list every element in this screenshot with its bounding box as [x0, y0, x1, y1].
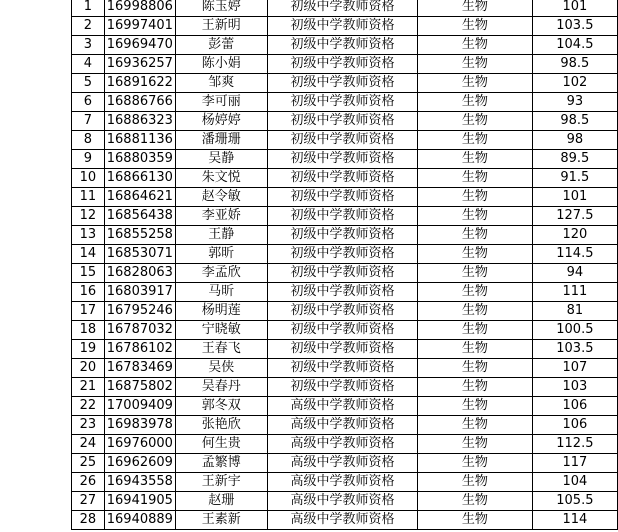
subject-cell[interactable]: 生物	[418, 169, 533, 188]
candidate-id-cell[interactable]: 16940889	[104, 511, 175, 530]
table-row	[72, 340, 618, 359]
qualification-cell[interactable]: 高级中学教师资格	[267, 492, 417, 511]
score-cell[interactable]: 98.5	[532, 55, 617, 74]
subject-cell[interactable]: 生物	[418, 17, 533, 36]
row-number-cell[interactable]: 20	[72, 359, 105, 378]
qualification-cell[interactable]: 初级中学教师资格	[267, 74, 417, 93]
candidate-id-cell[interactable]: 16969470	[104, 36, 175, 55]
score-cell[interactable]: 117	[532, 454, 617, 473]
table-row	[72, 36, 618, 55]
candidate-name-cell[interactable]: 朱文悦	[175, 169, 267, 188]
qualification-cell[interactable]: 高级中学教师资格	[267, 397, 417, 416]
candidate-name-cell[interactable]: 孟繁博	[175, 454, 267, 473]
candidate-name-cell[interactable]: 王新宇	[175, 473, 267, 492]
score-cell[interactable]: 106	[532, 397, 617, 416]
candidate-id-cell[interactable]: 16998806	[104, 0, 175, 17]
candidate-id-cell[interactable]: 16886766	[104, 93, 175, 112]
row-number-cell[interactable]: 25	[72, 454, 105, 473]
score-cell[interactable]: 98	[532, 131, 617, 150]
table-row	[72, 435, 618, 454]
row-number-cell[interactable]: 2	[72, 17, 105, 36]
candidate-name-cell[interactable]: 李孟欣	[175, 264, 267, 283]
row-number-cell[interactable]: 6	[72, 93, 105, 112]
candidate-id-cell[interactable]: 16886323	[104, 112, 175, 131]
row-number-cell[interactable]: 3	[72, 36, 105, 55]
qualification-cell[interactable]: 高级中学教师资格	[267, 473, 417, 492]
subject-cell[interactable]: 生物	[418, 302, 533, 321]
score-cell[interactable]: 106	[532, 416, 617, 435]
candidate-id-cell[interactable]: 16864621	[104, 188, 175, 207]
table-row	[72, 150, 618, 169]
candidate-name-cell[interactable]: 张艳欣	[175, 416, 267, 435]
row-number-cell[interactable]: 9	[72, 150, 105, 169]
subject-cell[interactable]: 生物	[418, 283, 533, 302]
table-row	[72, 55, 618, 74]
row-number-cell[interactable]: 5	[72, 74, 105, 93]
candidate-name-cell[interactable]: 吴侠	[175, 359, 267, 378]
subject-cell[interactable]: 生物	[418, 416, 533, 435]
qualification-cell[interactable]: 高级中学教师资格	[267, 416, 417, 435]
candidate-name-cell[interactable]: 王春飞	[175, 340, 267, 359]
score-cell[interactable]: 114	[532, 511, 617, 530]
subject-cell[interactable]: 生物	[418, 378, 533, 397]
score-cell[interactable]: 103.5	[532, 340, 617, 359]
subject-cell[interactable]: 生物	[418, 188, 533, 207]
candidate-name-cell[interactable]: 杨明莲	[175, 302, 267, 321]
qualification-cell[interactable]: 初级中学教师资格	[267, 150, 417, 169]
score-cell[interactable]: 94	[532, 264, 617, 283]
subject-cell[interactable]: 生物	[418, 340, 533, 359]
qualification-cell[interactable]: 初级中学教师资格	[267, 17, 417, 36]
subject-cell[interactable]: 生物	[418, 473, 533, 492]
row-number-cell[interactable]: 16	[72, 283, 105, 302]
table-row	[72, 245, 618, 264]
row-number-cell[interactable]: 28	[72, 511, 105, 530]
table-row	[72, 188, 618, 207]
candidate-name-cell[interactable]: 杨婷婷	[175, 112, 267, 131]
candidate-name-cell[interactable]: 陈玉婷	[175, 0, 267, 17]
score-cell[interactable]: 81	[532, 302, 617, 321]
qualification-cell[interactable]: 初级中学教师资格	[267, 207, 417, 226]
row-number-cell[interactable]: 23	[72, 416, 105, 435]
score-cell[interactable]: 120	[532, 226, 617, 245]
table-row	[72, 454, 618, 473]
candidate-id-cell[interactable]: 16856438	[104, 207, 175, 226]
score-cell[interactable]: 107	[532, 359, 617, 378]
table-row	[72, 283, 618, 302]
qualification-cell[interactable]: 初级中学教师资格	[267, 131, 417, 150]
candidate-id-cell[interactable]: 16880359	[104, 150, 175, 169]
row-number-cell[interactable]: 4	[72, 55, 105, 74]
qualification-cell[interactable]: 初级中学教师资格	[267, 36, 417, 55]
candidate-id-cell[interactable]: 16943558	[104, 473, 175, 492]
row-number-cell[interactable]: 18	[72, 321, 105, 340]
subject-cell[interactable]: 生物	[418, 131, 533, 150]
row-number-cell[interactable]: 14	[72, 245, 105, 264]
candidate-name-cell[interactable]: 赵令敏	[175, 188, 267, 207]
row-number-cell[interactable]: 22	[72, 397, 105, 416]
table-row	[72, 359, 618, 378]
candidate-name-cell[interactable]: 马昕	[175, 283, 267, 302]
row-number-cell[interactable]: 15	[72, 264, 105, 283]
candidate-name-cell[interactable]: 何生贵	[175, 435, 267, 454]
score-cell[interactable]: 105.5	[532, 492, 617, 511]
row-number-cell[interactable]: 11	[72, 188, 105, 207]
score-cell[interactable]: 91.5	[532, 169, 617, 188]
qualification-cell[interactable]: 初级中学教师资格	[267, 169, 417, 188]
table-row	[72, 226, 618, 245]
table-row	[72, 17, 618, 36]
candidate-id-cell[interactable]: 16853071	[104, 245, 175, 264]
row-number-cell[interactable]: 27	[72, 492, 105, 511]
row-number-cell[interactable]: 24	[72, 435, 105, 454]
qualification-cell[interactable]: 高级中学教师资格	[267, 511, 417, 530]
candidate-name-cell[interactable]: 王新明	[175, 17, 267, 36]
candidate-id-cell[interactable]: 16891622	[104, 74, 175, 93]
row-number-cell[interactable]: 13	[72, 226, 105, 245]
candidate-id-cell[interactable]: 17009409	[104, 397, 175, 416]
row-number-cell[interactable]: 17	[72, 302, 105, 321]
qualification-cell[interactable]: 初级中学教师资格	[267, 340, 417, 359]
qualification-cell[interactable]: 初级中学教师资格	[267, 226, 417, 245]
qualification-cell[interactable]: 初级中学教师资格	[267, 359, 417, 378]
score-cell[interactable]: 111	[532, 283, 617, 302]
subject-cell[interactable]: 生物	[418, 264, 533, 283]
candidate-name-cell[interactable]: 郭昕	[175, 245, 267, 264]
candidate-id-cell[interactable]: 16787032	[104, 321, 175, 340]
candidate-name-cell[interactable]: 陈小娟	[175, 55, 267, 74]
candidate-id-cell[interactable]: 16786102	[104, 340, 175, 359]
candidate-name-cell[interactable]: 李亚娇	[175, 207, 267, 226]
score-cell[interactable]: 102	[532, 74, 617, 93]
candidate-name-cell[interactable]: 王素新	[175, 511, 267, 530]
candidate-id-cell[interactable]: 16875802	[104, 378, 175, 397]
candidate-id-cell[interactable]: 16803917	[104, 283, 175, 302]
table-row	[72, 74, 618, 93]
row-number-cell[interactable]: 21	[72, 378, 105, 397]
subject-cell[interactable]: 生物	[418, 93, 533, 112]
subject-cell[interactable]: 生物	[418, 74, 533, 93]
table-row	[72, 378, 618, 397]
subject-cell[interactable]: 生物	[418, 55, 533, 74]
candidate-id-cell[interactable]: 16976000	[104, 435, 175, 454]
qualification-cell[interactable]: 高级中学教师资格	[267, 454, 417, 473]
score-cell[interactable]: 98.5	[532, 112, 617, 131]
qualification-cell[interactable]: 初级中学教师资格	[267, 302, 417, 321]
row-number-cell[interactable]: 19	[72, 340, 105, 359]
table-row	[72, 302, 618, 321]
row-number-cell[interactable]: 1	[72, 0, 105, 17]
subject-cell[interactable]: 生物	[418, 112, 533, 131]
subject-cell[interactable]: 生物	[418, 492, 533, 511]
subject-cell[interactable]: 生物	[418, 245, 533, 264]
table-row	[72, 264, 618, 283]
qualification-cell[interactable]: 初级中学教师资格	[267, 188, 417, 207]
qualification-cell[interactable]: 初级中学教师资格	[267, 264, 417, 283]
score-cell[interactable]: 104.5	[532, 36, 617, 55]
candidate-name-cell[interactable]: 吴春丹	[175, 378, 267, 397]
table-row	[72, 511, 618, 530]
table-row	[72, 473, 618, 492]
results-table	[71, 0, 618, 530]
candidate-id-cell[interactable]: 16783469	[104, 359, 175, 378]
score-cell[interactable]: 114.5	[532, 245, 617, 264]
row-number-cell[interactable]: 12	[72, 207, 105, 226]
qualification-cell[interactable]: 高级中学教师资格	[267, 435, 417, 454]
subject-cell[interactable]: 生物	[418, 359, 533, 378]
subject-cell[interactable]: 生物	[418, 150, 533, 169]
table-row	[72, 321, 618, 340]
score-cell[interactable]: 104	[532, 473, 617, 492]
subject-cell[interactable]: 生物	[418, 36, 533, 55]
candidate-name-cell[interactable]: 邹爽	[175, 74, 267, 93]
row-number-cell[interactable]: 7	[72, 112, 105, 131]
row-number-cell[interactable]: 26	[72, 473, 105, 492]
score-cell[interactable]: 93	[532, 93, 617, 112]
score-cell[interactable]: 101	[532, 0, 617, 17]
qualification-cell[interactable]: 初级中学教师资格	[267, 0, 417, 17]
candidate-name-cell[interactable]: 李可丽	[175, 93, 267, 112]
table-row	[72, 131, 618, 150]
table-body	[72, 0, 618, 530]
subject-cell[interactable]: 生物	[418, 207, 533, 226]
table-row	[72, 416, 618, 435]
qualification-cell[interactable]: 初级中学教师资格	[267, 245, 417, 264]
table-row	[72, 93, 618, 112]
qualification-cell[interactable]: 初级中学教师资格	[267, 112, 417, 131]
candidate-name-cell[interactable]: 吴静	[175, 150, 267, 169]
table-row	[72, 492, 618, 511]
candidate-name-cell[interactable]: 赵珊	[175, 492, 267, 511]
table-row	[72, 397, 618, 416]
candidate-id-cell[interactable]: 16866130	[104, 169, 175, 188]
candidate-id-cell[interactable]: 16828063	[104, 264, 175, 283]
qualification-cell[interactable]: 初级中学教师资格	[267, 283, 417, 302]
score-cell[interactable]: 101	[532, 188, 617, 207]
subject-cell[interactable]: 生物	[418, 226, 533, 245]
candidate-id-cell[interactable]: 16941905	[104, 492, 175, 511]
candidate-name-cell[interactable]: 王静	[175, 226, 267, 245]
qualification-cell[interactable]: 初级中学教师资格	[267, 55, 417, 74]
candidate-id-cell[interactable]: 16962609	[104, 454, 175, 473]
subject-cell[interactable]: 生物	[418, 511, 533, 530]
candidate-id-cell[interactable]: 16997401	[104, 17, 175, 36]
score-cell[interactable]: 103.5	[532, 17, 617, 36]
subject-cell[interactable]: 生物	[418, 321, 533, 340]
subject-cell[interactable]: 生物	[418, 435, 533, 454]
qualification-cell[interactable]: 初级中学教师资格	[267, 321, 417, 340]
candidate-name-cell[interactable]: 宁晓敏	[175, 321, 267, 340]
candidate-name-cell[interactable]: 潘珊珊	[175, 131, 267, 150]
subject-cell[interactable]: 生物	[418, 0, 533, 17]
subject-cell[interactable]: 生物	[418, 397, 533, 416]
score-cell[interactable]: 127.5	[532, 207, 617, 226]
table-row	[72, 0, 618, 17]
candidate-id-cell[interactable]: 16855258	[104, 226, 175, 245]
score-cell[interactable]: 100.5	[532, 321, 617, 340]
row-number-cell[interactable]: 8	[72, 131, 105, 150]
score-cell[interactable]: 89.5	[532, 150, 617, 169]
qualification-cell[interactable]: 初级中学教师资格	[267, 378, 417, 397]
subject-cell[interactable]: 生物	[418, 454, 533, 473]
candidate-id-cell[interactable]: 16795246	[104, 302, 175, 321]
candidate-name-cell[interactable]: 郭冬双	[175, 397, 267, 416]
candidate-id-cell[interactable]: 16936257	[104, 55, 175, 74]
table-row	[72, 169, 618, 188]
candidate-name-cell[interactable]: 彭蕾	[175, 36, 267, 55]
candidate-id-cell[interactable]: 16881136	[104, 131, 175, 150]
candidate-id-cell[interactable]: 16983978	[104, 416, 175, 435]
score-cell[interactable]: 112.5	[532, 435, 617, 454]
table-row	[72, 207, 618, 226]
qualification-cell[interactable]: 初级中学教师资格	[267, 93, 417, 112]
score-cell[interactable]: 103	[532, 378, 617, 397]
table-row	[72, 112, 618, 131]
row-number-cell[interactable]: 10	[72, 169, 105, 188]
